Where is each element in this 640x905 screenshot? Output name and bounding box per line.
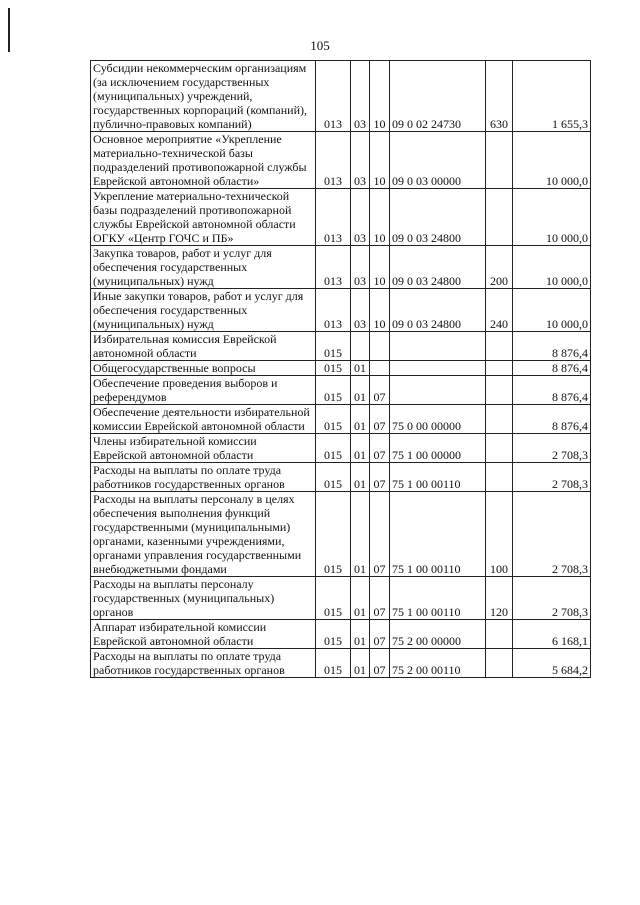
ministry-code-cell: 015 bbox=[316, 649, 351, 678]
section-code-cell: 03 bbox=[351, 246, 370, 289]
expense-type-cell: 240 bbox=[486, 289, 513, 332]
section-code-cell: 01 bbox=[351, 463, 370, 492]
subsection-code-cell: 07 bbox=[370, 649, 390, 678]
expense-type-cell: 120 bbox=[486, 577, 513, 620]
section-code-cell: 01 bbox=[351, 620, 370, 649]
amount-cell: 10 000,0 bbox=[513, 132, 591, 189]
amount-cell: 10 000,0 bbox=[513, 246, 591, 289]
page-number: 105 bbox=[310, 38, 330, 53]
ministry-code-cell: 015 bbox=[316, 376, 351, 405]
section-code-cell: 01 bbox=[351, 405, 370, 434]
table-row bbox=[91, 434, 591, 463]
subsection-code-cell bbox=[370, 361, 390, 376]
program-code-cell: 09 0 03 00000 bbox=[390, 132, 486, 189]
ministry-code-cell: 015 bbox=[316, 434, 351, 463]
row-name-cell: Члены избирательной комиссии Еврейской автономной области bbox=[91, 434, 316, 463]
expense-type-cell bbox=[486, 361, 513, 376]
expense-type-cell bbox=[486, 405, 513, 434]
expense-type-cell bbox=[486, 189, 513, 246]
table-row bbox=[91, 463, 591, 492]
ministry-code-cell: 015 bbox=[316, 463, 351, 492]
table-row bbox=[91, 332, 591, 361]
subsection-code-cell: 10 bbox=[370, 246, 390, 289]
program-code-cell: 75 1 00 00110 bbox=[390, 577, 486, 620]
expense-type-cell bbox=[486, 463, 513, 492]
amount-cell: 10 000,0 bbox=[513, 189, 591, 246]
expense-type-cell bbox=[486, 332, 513, 361]
section-code-cell bbox=[351, 332, 370, 361]
row-name-cell: Укрепление материально-технической базы подразделений противопожарной службы Еврейской автономной области ОГКУ «Центр ГОЧС и ПБ» bbox=[91, 189, 316, 246]
subsection-code-cell: 07 bbox=[370, 577, 390, 620]
amount-cell: 8 876,4 bbox=[513, 332, 591, 361]
subsection-code-cell: 10 bbox=[370, 289, 390, 332]
amount-cell: 8 876,4 bbox=[513, 376, 591, 405]
amount-cell: 8 876,4 bbox=[513, 361, 591, 376]
amount-cell: 1 655,3 bbox=[513, 61, 591, 132]
program-code-cell bbox=[390, 332, 486, 361]
amount-cell: 6 168,1 bbox=[513, 620, 591, 649]
row-name-cell: Субсидии некоммерческим организациям (за исключением государственных (муниципальных) учреждений, государственных корпораций (компаний), публично-правовых компаний) bbox=[91, 61, 316, 132]
ministry-code-cell: 013 bbox=[316, 289, 351, 332]
section-code-cell: 01 bbox=[351, 577, 370, 620]
expense-type-cell bbox=[486, 649, 513, 678]
table-row bbox=[91, 132, 591, 189]
program-code-cell: 09 0 03 24800 bbox=[390, 289, 486, 332]
ministry-code-cell: 013 bbox=[316, 61, 351, 132]
amount-cell: 2 708,3 bbox=[513, 434, 591, 463]
program-code-cell: 75 2 00 00000 bbox=[390, 620, 486, 649]
expense-type-cell bbox=[486, 132, 513, 189]
program-code-cell: 75 0 00 00000 bbox=[390, 405, 486, 434]
ministry-code-cell: 015 bbox=[316, 332, 351, 361]
program-code-cell: 75 1 00 00000 bbox=[390, 434, 486, 463]
subsection-code-cell: 07 bbox=[370, 405, 390, 434]
ministry-code-cell: 015 bbox=[316, 405, 351, 434]
section-code-cell: 01 bbox=[351, 376, 370, 405]
amount-cell: 8 876,4 bbox=[513, 405, 591, 434]
ministry-code-cell: 015 bbox=[316, 620, 351, 649]
row-name-cell: Общегосударственные вопросы bbox=[91, 361, 316, 376]
expense-type-cell: 630 bbox=[486, 61, 513, 132]
section-code-cell: 03 bbox=[351, 61, 370, 132]
table-row bbox=[91, 577, 591, 620]
ministry-code-cell: 015 bbox=[316, 577, 351, 620]
subsection-code-cell: 10 bbox=[370, 189, 390, 246]
row-name-cell: Основное мероприятие «Укрепление материально-технической базы подразделений противопожарной службы Еврейской автономной области» bbox=[91, 132, 316, 189]
section-code-cell: 03 bbox=[351, 189, 370, 246]
amount-cell: 2 708,3 bbox=[513, 492, 591, 577]
ministry-code-cell: 013 bbox=[316, 246, 351, 289]
section-code-cell: 01 bbox=[351, 434, 370, 463]
subsection-code-cell: 07 bbox=[370, 376, 390, 405]
subsection-code-cell: 07 bbox=[370, 492, 390, 577]
budget-table bbox=[90, 60, 591, 678]
subsection-code-cell: 07 bbox=[370, 463, 390, 492]
row-name-cell: Закупка товаров, работ и услуг для обеспечения государственных (муниципальных) нужд bbox=[91, 246, 316, 289]
table-row bbox=[91, 246, 591, 289]
subsection-code-cell: 07 bbox=[370, 434, 390, 463]
row-name-cell: Расходы на выплаты персоналу государственных (муниципальных) органов bbox=[91, 577, 316, 620]
table-row bbox=[91, 405, 591, 434]
program-code-cell: 09 0 03 24800 bbox=[390, 246, 486, 289]
table-row bbox=[91, 361, 591, 376]
program-code-cell: 75 2 00 00110 bbox=[390, 649, 486, 678]
expense-type-cell bbox=[486, 434, 513, 463]
row-name-cell: Обеспечение деятельности избирательной комиссии Еврейской автономной области bbox=[91, 405, 316, 434]
row-name-cell: Расходы на выплаты по оплате труда работников государственных органов bbox=[91, 463, 316, 492]
row-name-cell: Расходы на выплаты по оплате труда работников государственных органов bbox=[91, 649, 316, 678]
table-row bbox=[91, 492, 591, 577]
ministry-code-cell: 015 bbox=[316, 492, 351, 577]
table-row bbox=[91, 189, 591, 246]
table-row bbox=[91, 376, 591, 405]
row-name-cell: Избирательная комиссия Еврейской автономной области bbox=[91, 332, 316, 361]
row-name-cell: Аппарат избирательной комиссии Еврейской автономной области bbox=[91, 620, 316, 649]
expense-type-cell bbox=[486, 376, 513, 405]
program-code-cell: 09 0 03 24800 bbox=[390, 189, 486, 246]
section-code-cell: 01 bbox=[351, 361, 370, 376]
subsection-code-cell: 10 bbox=[370, 132, 390, 189]
table-row bbox=[91, 620, 591, 649]
subsection-code-cell bbox=[370, 332, 390, 361]
program-code-cell: 75 1 00 00110 bbox=[390, 492, 486, 577]
ministry-code-cell: 015 bbox=[316, 361, 351, 376]
ministry-code-cell: 013 bbox=[316, 132, 351, 189]
table-body bbox=[91, 61, 591, 678]
program-code-cell bbox=[390, 376, 486, 405]
section-code-cell: 01 bbox=[351, 492, 370, 577]
expense-type-cell: 200 bbox=[486, 246, 513, 289]
table-row bbox=[91, 61, 591, 132]
expense-type-cell bbox=[486, 620, 513, 649]
program-code-cell: 09 0 02 24730 bbox=[390, 61, 486, 132]
program-code-cell bbox=[390, 361, 486, 376]
expense-type-cell: 100 bbox=[486, 492, 513, 577]
amount-cell: 2 708,3 bbox=[513, 577, 591, 620]
section-code-cell: 01 bbox=[351, 649, 370, 678]
subsection-code-cell: 10 bbox=[370, 61, 390, 132]
row-name-cell: Обеспечение проведения выборов и референдумов bbox=[91, 376, 316, 405]
row-name-cell: Расходы на выплаты персоналу в целях обеспечения выполнения функций государственными (муниципальными) органами, казенными учреждениями, органами управления государственными внебюджетными фондами bbox=[91, 492, 316, 577]
table-row bbox=[91, 289, 591, 332]
ministry-code-cell: 013 bbox=[316, 189, 351, 246]
program-code-cell: 75 1 00 00110 bbox=[390, 463, 486, 492]
amount-cell: 2 708,3 bbox=[513, 463, 591, 492]
section-code-cell: 03 bbox=[351, 289, 370, 332]
row-name-cell: Иные закупки товаров, работ и услуг для обеспечения государственных (муниципальных) нужд bbox=[91, 289, 316, 332]
subsection-code-cell: 07 bbox=[370, 620, 390, 649]
table-row bbox=[91, 649, 591, 678]
section-code-cell: 03 bbox=[351, 132, 370, 189]
amount-cell: 10 000,0 bbox=[513, 289, 591, 332]
amount-cell: 5 684,2 bbox=[513, 649, 591, 678]
